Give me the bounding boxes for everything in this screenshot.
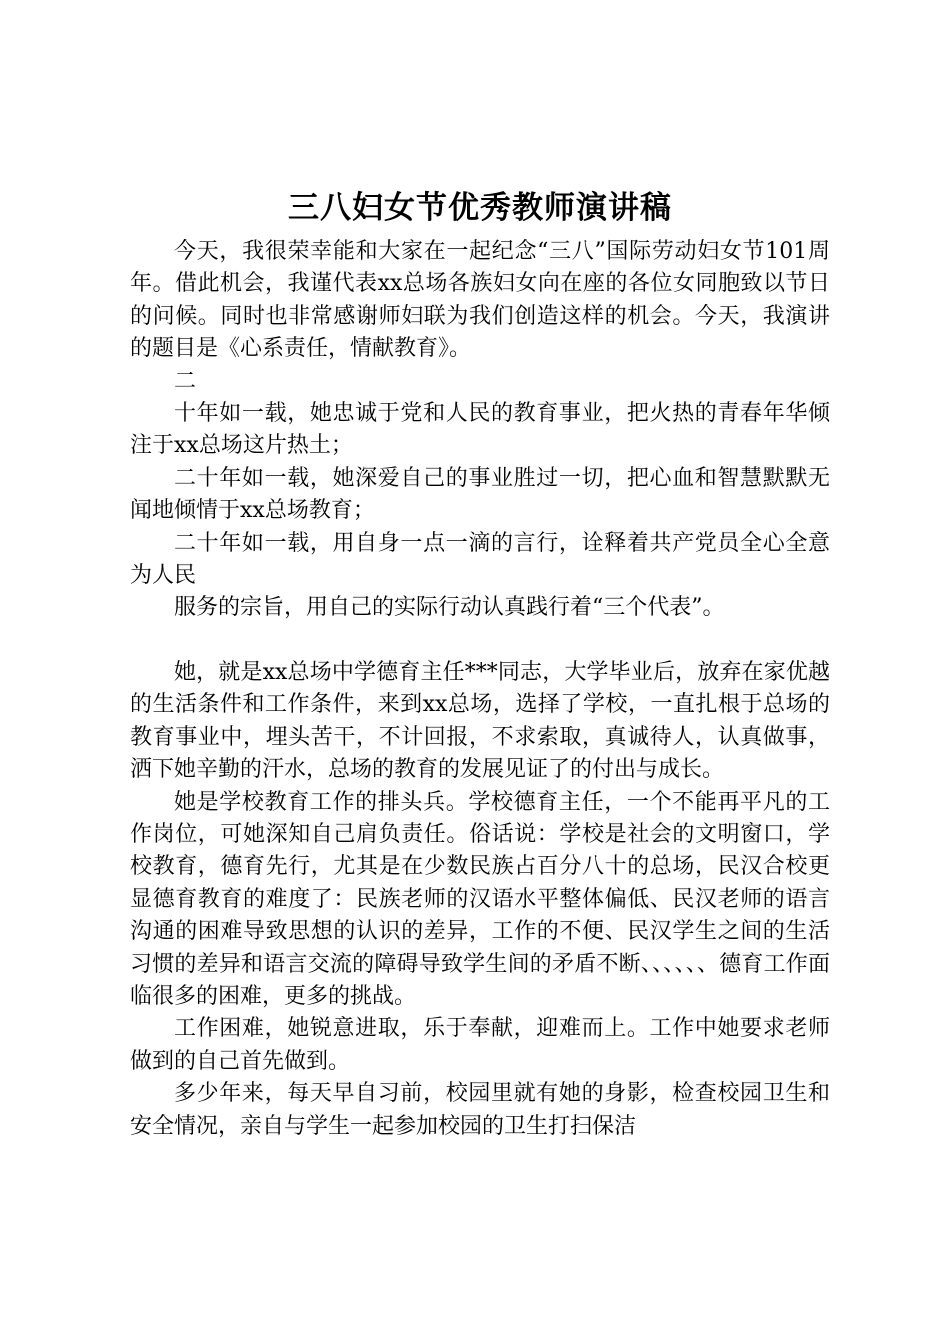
document-page (130, 186, 830, 1143)
document-title: 三八妇女节优秀教师演讲稿 (288, 190, 672, 226)
paragraph-ten-years: 十年如一载，她忠诚于党和人民的教育事业，把火热的青春年华倾注于xx总场这片热土； (130, 401, 830, 459)
paragraph-marker: 二 (174, 368, 197, 394)
paragraph-daily-routine: 多少年来，每天早自习前，校园里就有她的身影，检查校园卫生和安全情况，亲自与学生一起参加校园的卫生打扫保洁 (130, 1081, 830, 1139)
paragraph-twenty-years-deeds: 二十年如一载，用自身一点一滴的言行，诠释着共产党员全心全意为人民 (130, 530, 830, 589)
paragraph-moral-education: 她是学校教育工作的排头兵。学校德育主任，一个不能再平凡的工作岗位，可她深知自己肩负责任。俗话说：学校是社会的文明窗口，学校教育，德育先行，尤其是在少数民族占百分八十的总场，民汉合校更显德育教育的难度了：民族老师的汉语水平整体偏低、民汉老师的语言沟通的困难导致思想的认识的差异，工作的不便、民汉学生之间的生活习惯的差异和语言交流的障碍导致学生间的矛盾不断、、、、、、德育工作面临很多的困难，更多的挑战。 (130, 789, 830, 1009)
paragraph-dedication: 工作困难，她锐意进取，乐于奉献，迎难而上。工作中她要求老师做到的自己首先做到。 (130, 1016, 830, 1074)
paragraph-twenty-years-love: 二十年如一载，她深爱自己的事业胜过一切，把心血和智慧默默无闻地倾情于xx总场教育； (130, 465, 830, 524)
paragraph-service-purpose: 服务的宗旨，用自己的实际行动认真践行着“三个代表”。 (174, 595, 725, 621)
paragraph-introduction-of-teacher: 她，就是xx总场中学德育主任***同志，大学毕业后，放弃在家优越的生活条件和工作条件，来到xx总场，选择了学校，一直扎根于总场的教育事业中，埋头苦干，不计回报，不求索取，真诚待人，认真做事，洒下她辛勤的汗水，总场的教育的发展见证了的付出与成长。 (130, 659, 830, 783)
paragraph-intro: 今天，我很荣幸能和大家在一起纪念“三八”国际劳动妇女节101周年。借此机会，我谨代表xx总场各族妇女向在座的各位女同胞致以节日的问候。同时也非常感谢师妇联为我们创造这样的机会。今天，我演讲的题目是《心系责任，情献教育》。 (130, 239, 830, 362)
